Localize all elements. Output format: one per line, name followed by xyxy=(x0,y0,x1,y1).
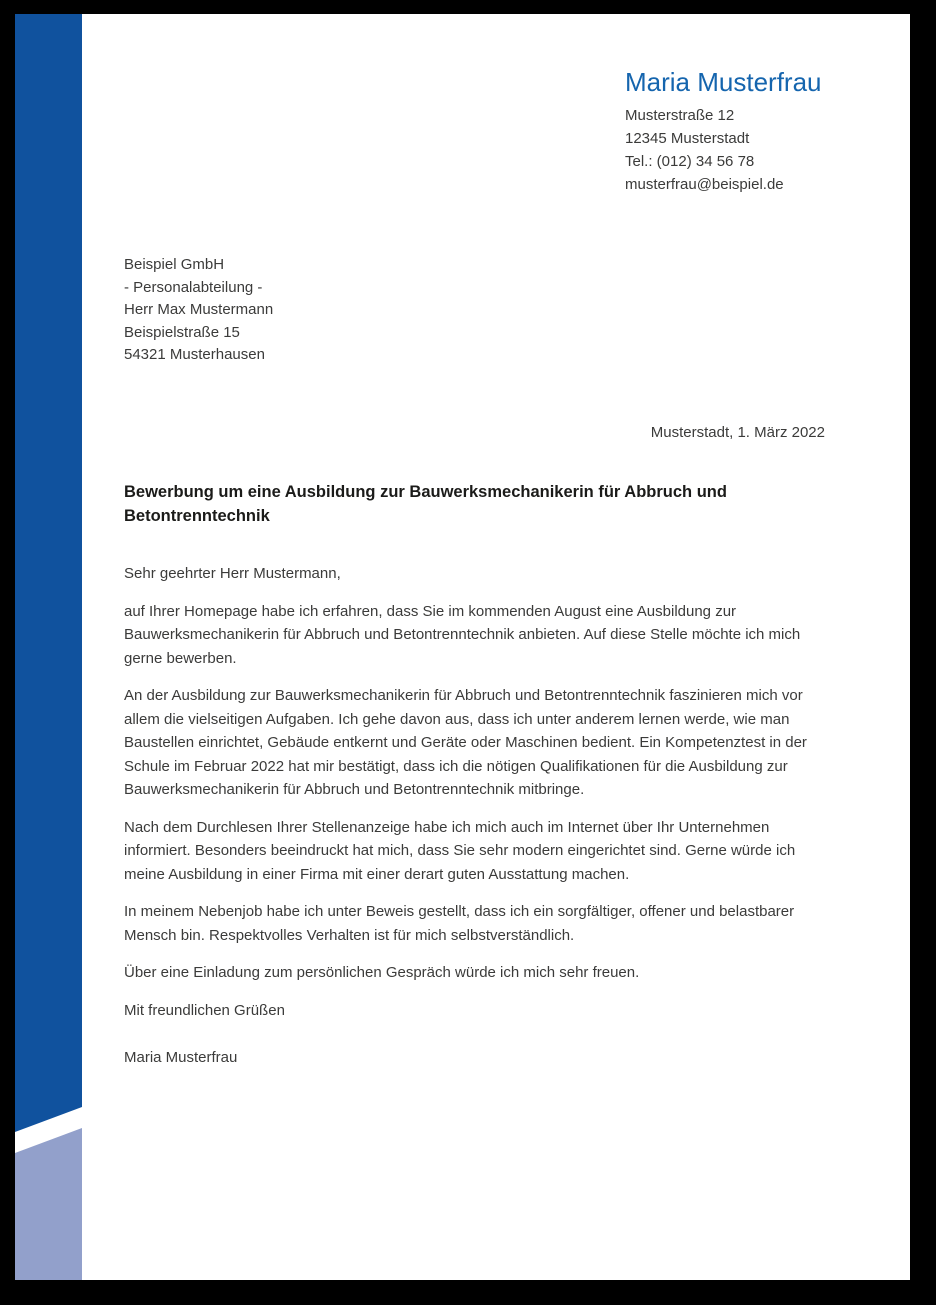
paragraph-motivation: An der Ausbildung zur Bauwerksmechanikerin für Abbruch und Betontrenntechnik faszinieren mich vor allem die vielseitigen Aufgaben. Ich gehe davon aus, dass ich unter anderem lernen werde, wie man Baustellen einrichtet, Gebäude entkernt und Geräte oder Maschinen bedient. Ein Kompetenztest in der Schule im Februar 2022 hat mir bestätigt, dass ich die nötigen Qualifikationen für die Ausbildung zur Bauwerksmechanikerin für Abbruch und Betontrenntechnik mitbringe. xyxy=(124,687,807,798)
sender-street: Musterstraße 12 xyxy=(625,107,735,124)
paragraph-intro: auf Ihrer Homepage habe ich erfahren, dass Sie im kommenden August eine Ausbildung zur Bauwerksmechanikerin für Abbruch und Betontrenntechnik anbieten. Auf diese Stelle möchte ich mich gerne bewerben. xyxy=(124,602,801,667)
subject-line: Bewerbung um eine Ausbildung zur Bauwerksmechanikerin für Abbruch und Betontrenntechnik xyxy=(124,483,727,525)
paragraph-strengths: In meinem Nebenjob habe ich unter Beweis gestellt, dass ich ein sorgfältiger, offener und belastbarer Mensch bin. Respektvolles Verhalten ist für mich selbstverständlich. xyxy=(124,903,795,944)
sender-phone: Tel.: (012) 34 56 78 xyxy=(625,153,755,170)
recipient-company: Beispiel GmbH xyxy=(124,256,225,273)
letter-body xyxy=(124,562,816,1084)
recipient-street: Beispielstraße 15 xyxy=(124,323,240,341)
closing-phrase: Mit freundlichen Grüßen xyxy=(124,1001,285,1019)
date-line: Musterstadt, 1. März 2022 xyxy=(650,424,825,441)
paragraph-invitation: Über eine Einladung zum persönlichen Gespräch würde ich mich sehr freuen. xyxy=(124,964,640,981)
letter-page xyxy=(15,14,910,1280)
sender-block xyxy=(625,66,895,196)
recipient-department: - Personalabteilung - xyxy=(124,278,263,296)
signature-name: Maria Musterfrau xyxy=(124,1049,238,1066)
paragraph-company: Nach dem Durchlesen Ihrer Stellenanzeige habe ich mich auch im Internet über Ihr Unternehmen informiert. Besonders beeindruckt hat mich, dass Sie sehr modern eingerichtet sind. Gerne würde ich meine Ausbildung in einer Firma mit einer derart guten Ausstattung machen. xyxy=(124,818,796,883)
sender-name: Maria Musterfrau xyxy=(625,67,822,97)
sender-email: musterfrau@beispiel.de xyxy=(625,176,784,193)
recipient-block xyxy=(124,254,444,367)
salutation: Sehr geehrter Herr Mustermann, xyxy=(124,565,341,582)
sender-city: 12345 Musterstadt xyxy=(625,130,750,147)
recipient-contact-person: Herr Max Mustermann xyxy=(124,301,274,318)
recipient-city: 54321 Musterhausen xyxy=(124,346,265,363)
decorative-stripe-dark xyxy=(15,14,82,1132)
